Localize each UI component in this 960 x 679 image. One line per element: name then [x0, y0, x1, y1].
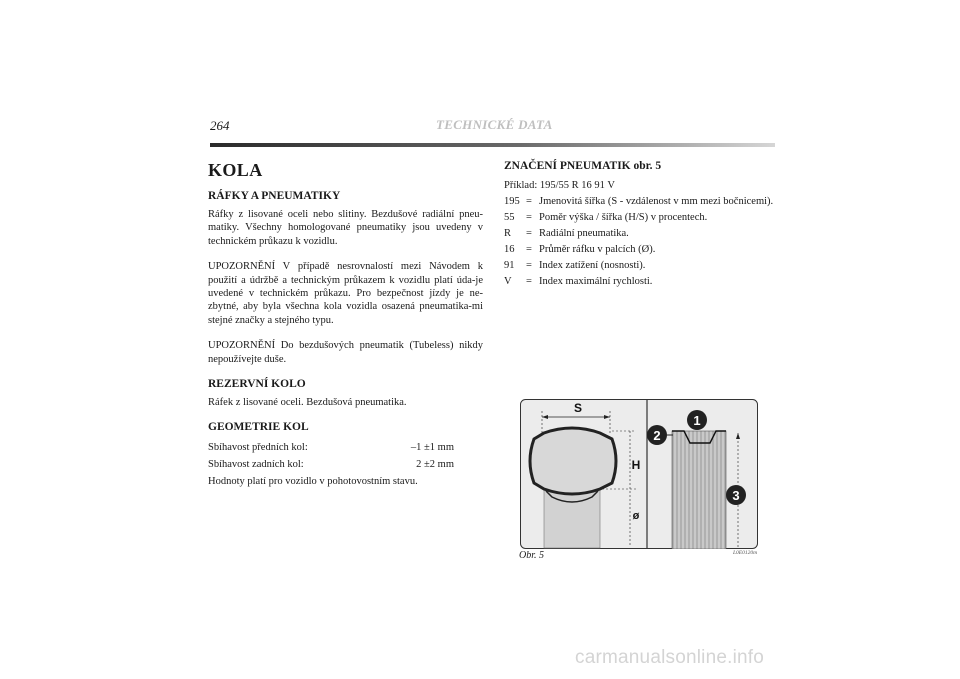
list-text: Poměr výška / šířka (H/S) v procentech. [539, 212, 708, 223]
toe-front-row [208, 439, 483, 456]
tyre-section [530, 428, 616, 494]
geometry-heading: GEOMETRIE KOL [208, 421, 309, 434]
spare-wheel-text: Ráfek z lisované oceli. Bezdušová pneumatika. [208, 397, 407, 409]
list-item: V = Index maximální rychlosti. [504, 274, 779, 290]
tubeless-warning-paragraph: UPOZORNĚNÍ Do bezdušových pneumatik (Tubeless) nikdy nepoužívejte duše. [208, 340, 483, 365]
left-column [208, 160, 483, 490]
header-rule [210, 143, 775, 147]
list-text: Radiální pneumatika. [539, 228, 629, 239]
right-column [504, 160, 779, 290]
spare-wheel-heading: REZERVNÍ KOLO [208, 378, 306, 391]
list-text: Jmenovitá šířka (S - vzdálenost v mm mezi bočnicemi). [539, 196, 774, 207]
list-text: Index maximální rychlosti. [539, 276, 653, 287]
tyre-marking-heading: ZNAČENÍ PNEUMATIK obr. 5 [504, 160, 662, 172]
list-item: R = Radiální pneumatika. [504, 226, 779, 242]
tyre-example-text: Příklad: 195/55 R 16 91 V [504, 180, 615, 191]
tyre-example [504, 178, 779, 194]
spec-label: Sbíhavost zadních kol: [208, 459, 304, 471]
list-text: Průměr ráfku v palcích (Ø). [539, 244, 656, 255]
section-title: TECHNICKÉ DATA [436, 117, 553, 132]
geometry-note-text: Hodnoty platí pro vozidlo v pohotovostním stavu. [208, 476, 418, 488]
geometry-note [208, 473, 483, 490]
list-key: V [504, 276, 512, 287]
list-item: 195 = Jmenovitá šířka (S - vzdálenost v mm mezi bočnicemi). [504, 194, 779, 210]
list-key: 55 [504, 212, 515, 223]
toe-rear-row [208, 456, 483, 473]
rims-heading: RÁFKY A PNEUMATIKY [208, 190, 341, 202]
dimension-h-label: H [631, 458, 641, 472]
rims-paragraph: Ráfky z lisované oceli nebo slitiny. Bezdušové radiální pneu-matiky. Všechny homologované pneumatiky jsou uvedeny v technickém průkazu k vozidlu. [208, 209, 483, 247]
list-item: 91 = Index zatížení (nosnosti). [504, 258, 779, 274]
watermark: carmanualsonline.info [575, 647, 765, 668]
list-text: Index zatížení (nosnosti). [539, 260, 646, 271]
list-key: 16 [504, 244, 515, 255]
list-item: 16 = Průměr ráfku v palcích (Ø). [504, 242, 779, 258]
page-number: 264 [210, 118, 230, 133]
dimension-s-label: S [573, 401, 583, 415]
spec-value: 2 ±2 mm [416, 459, 454, 471]
rims-warning-paragraph: UPOZORNĚNÍ V případě nesrovnalostí mezi Návodem k použití a údržbě a technickým průkazem k vozidlu platí úda-je uvedené v technickém průkazu. Pro bezpečnost jízdy je ne-zbytné, aby byla všechna kola vozidla osazená pneumatika-mi stejné značky a stejného typu. [208, 261, 483, 326]
callout-1-label: 1 [693, 413, 701, 428]
callout-2-label: 2 [653, 428, 661, 443]
page-title: KOLA [208, 160, 263, 180]
list-key: 91 [504, 260, 515, 271]
list-item: 55 = Poměr výška / šířka (H/S) v procentech. [504, 210, 779, 226]
page-header [210, 116, 775, 146]
dimension-diameter-label: ø [632, 510, 640, 522]
spec-label: Sbíhavost předních kol: [208, 442, 308, 454]
callout-3-label: 3 [732, 488, 740, 503]
list-key: R [504, 228, 512, 239]
list-key: 195 [504, 196, 520, 207]
spec-value: –1 ±1 mm [410, 442, 454, 454]
figure-code: L0E0120m [733, 550, 758, 556]
figure-caption: Obr. 5 [519, 550, 545, 561]
tyre-side-view [672, 431, 726, 549]
tyre-diagram [520, 399, 758, 549]
